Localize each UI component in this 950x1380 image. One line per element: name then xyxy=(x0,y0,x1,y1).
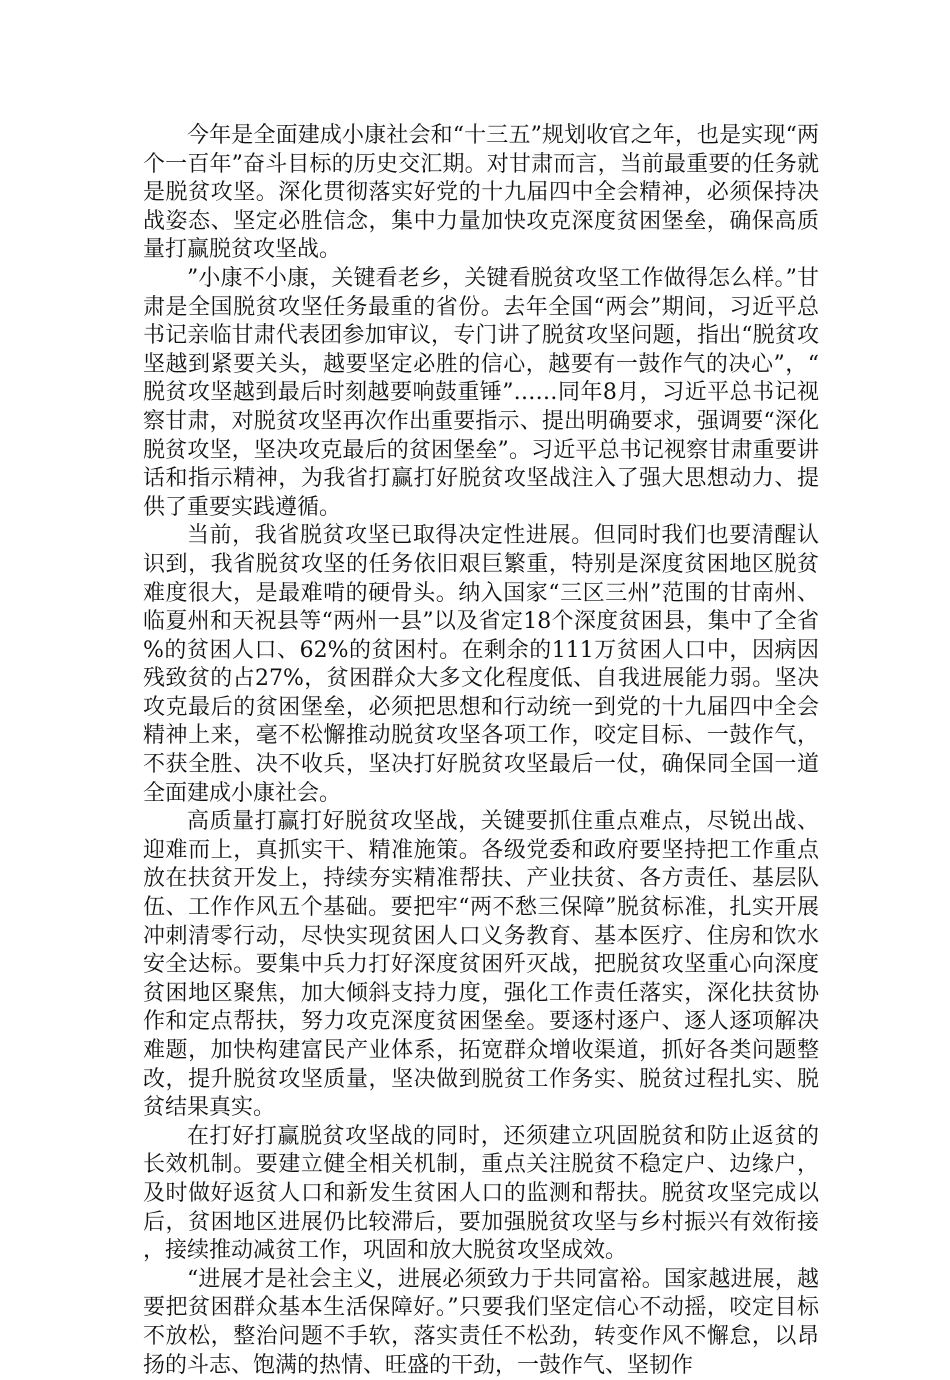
paragraph-1: 今年是全面建成小康社会和“十三五”规划收官之年，也是实现“两个一百年”奋斗目标的历史交汇期。对甘肃而言，当前最重要的任务就是脱贫攻坚。深化贯彻落实好党的十九届四中全会精神，必须保持决战姿态、坚定必胜信念，集中力量加快攻克深度贫困堡垒，确保高质量打赢脱贫攻坚战。 xyxy=(143,123,819,263)
paragraph-6: “进展才是社会主义，进展必须致力于共同富裕。国家越进展，越要把贫困群众基本生活保障好。”只要我们坚定信心不动摇，咬定目标不放松，整治问题不手软，落实责任不松劲，转变作风不懈怠，以昂扬的斗志、饱满的热情、旺盛的干劲，一鼓作气、坚韧作 xyxy=(143,1266,819,1378)
paragraph-2: ”小康不小康，关键看老乡，关键看脱贫攻坚工作做得怎么样。”甘肃是全国脱贫攻坚任务最重的省份。去年全国“两会”期间，习近平总书记亲临甘肃代表团参加审议，专门讲了脱贫攻坚问题，指出“脱贫攻坚越到紧要关头，越要坚定必胜的信心，越要有一鼓作气的决心”，“脱贫攻坚越到最后时刻越要响鼓重锤”……同年8月，习近平总书记视察甘肃，对脱贫攻坚再次作出重要指示、提出明确要求，强调要“深化脱贫攻坚，坚决攻克最后的贫困堡垒”。习近平总书记视察甘肃重要讲话和指示精神，为我省打赢打好脱贫攻坚战注入了强大思想动力、提供了重要实践遵循。 xyxy=(143,265,819,520)
paragraph-5: 在打好打赢脱贫攻坚战的同时，还须建立巩固脱贫和防止返贫的长效机制。要建立健全相关机制，重点关注脱贫不稳定户、边缘户，及时做好返贫人口和新发生贫困人口的监测和帮扶。脱贫攻坚完成以后，贫困地区进展仍比较滞后，要加强脱贫攻坚与乡村振兴有效衔接，接续推动减贫工作，巩固和放大脱贫攻坚成效。 xyxy=(143,1123,819,1264)
paragraph-3: 当前，我省脱贫攻坚已取得决定性进展。但同时我们也要清醒认识到，我省脱贫攻坚的任务依旧艰巨繁重，特别是深度贫困地区脱贫难度很大，是最难啃的硬骨头。纳入国家“三区三州”范围的甘南州、临夏州和天祝县等“两州一县”以及省定18个深度贫困县，集中了全省%的贫困人口、62%的贫困村。在剩余的111万贫困人口中，因病因残致贫的占27%，贫困群众大多文化程度低、自我进展能力弱。坚决攻克最后的贫困堡垒，必须把思想和行动统一到党的十九届四中全会精神上来，毫不松懈推动脱贫攻坚各项工作，咬定目标、一鼓作气，不获全胜、决不收兵，坚决打好脱贫攻坚最后一仗，确保同全国一道全面建成小康社会。 xyxy=(143,523,819,806)
paragraph-4: 高质量打赢打好脱贫攻坚战，关键要抓住重点难点，尽锐出战、迎难而上，真抓实干、精准施策。各级党委和政府要坚持把工作重点放在扶贫开发上，持续夯实精准帮扶、产业扶贫、各方责任、基层队伍、工作作风五个基础。要把牢“两不愁三保障”脱贫标准，扎实开展冲刺清零行动，尽快实现贫困人口义务教育、基本医疗、住房和饮水安全达标。要集中兵力打好深度贫困歼灭战，把脱贫攻坚重心向深度贫困地区聚焦，加大倾斜支持力度，强化工作责任落实，深化扶贫协作和定点帮扶，努力攻克深度贫困堡垒。要逐村逐户、逐人逐项解决难题，加快构建富民产业体系，拓宽群众增收渠道，抓好各类问题整改，提升脱贫攻坚质量，坚决做到脱贫工作务实、脱贫过程扎实、脱贫结果真实。 xyxy=(143,809,819,1121)
article-body xyxy=(143,122,819,1380)
